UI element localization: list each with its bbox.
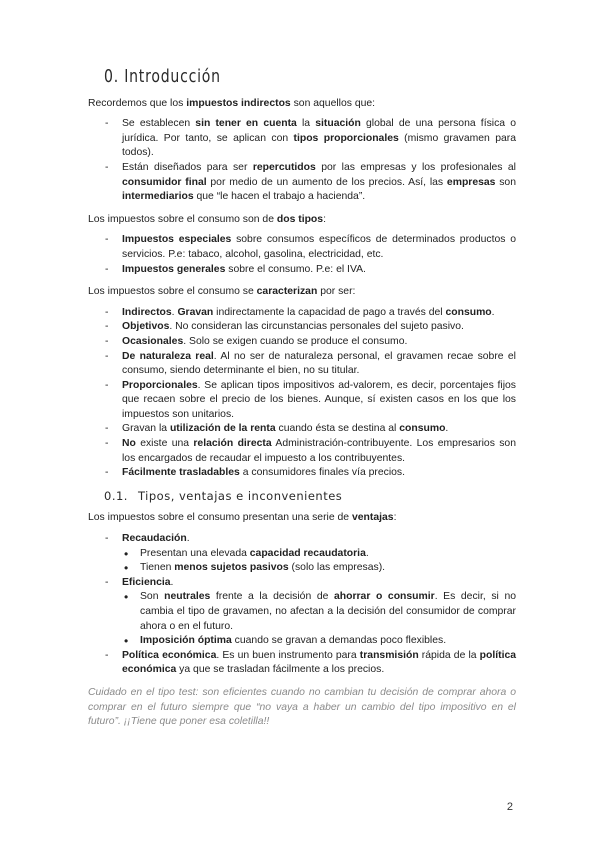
list-item: - Se establecen sin tener en cuenta la situación global de una persona física o jurídica. Por tanto, se aplican con tipos proporcionales (mismo gravamen para todos). (88, 117, 516, 161)
bold-text: repercutidos (252, 161, 316, 173)
bold-text: caracterizan (256, 286, 318, 298)
exam-note: Cuidado en el tipo test: son eficientes cuando no cambian tu decisión de comprar ahora o comprar en el futuro siempre que “no vaya a haber un cambio del tipo impositivo en el futuro”. ¡¡Tiene que poner esa coletilla!! (88, 686, 516, 728)
bold-text: Fácilmente trasladables (122, 467, 240, 479)
bold-text: neutrales (164, 591, 211, 603)
list-item: - Indirectos. Gravan indirectamente la capacidad de pago a través del consumo. (88, 306, 516, 321)
list-item: • Presentan una elevada capacidad recaudatoria. (122, 547, 516, 562)
list-item: • Tienen menos sujetos pasivos (solo las empresas). (122, 561, 516, 576)
bold-text: situación (315, 118, 361, 130)
bold-text: ahorrar o consumir (334, 591, 435, 603)
types-paragraph: Los impuestos sobre el consumo son de dos tipos: (88, 213, 326, 225)
list-item: - Gravan la utilización de la renta cuando ésta se destina al consumo. (88, 422, 516, 437)
bold-text: Proporcionales (122, 379, 198, 391)
features-paragraph: Los impuestos sobre el consumo se caracterizan por ser: (88, 286, 356, 298)
bold-text: Objetivos (122, 321, 170, 333)
page-number: 2 (506, 801, 513, 813)
bold-text: Indirectos (122, 306, 172, 318)
bold-text: sin tener en cuenta (195, 118, 297, 130)
bold-text: De naturaleza real (122, 350, 214, 362)
bold-text: consumo (445, 306, 492, 318)
bold-text: transmisión (359, 649, 419, 661)
section-heading (104, 489, 516, 504)
list-item: - De naturaleza real. Al no ser de naturaleza personal, el gravamen recae sobre el consumo, siendo determinante el bien, no su titular. (88, 350, 516, 379)
bold-text: política económica (122, 649, 517, 676)
list-item: - Fácilmente trasladables a consumidores finales vía precios. (88, 466, 516, 481)
list-item: - Están diseñados para ser repercutidos por las empresas y los profesionales al consumidor final por medio de un aumento de los precios. Así, las empresas son intermediarios que “le hacen el trabajo a hacienda”. (88, 161, 516, 205)
list-item: - Recaudación. • Presentan una elevada capacidad recaudatoria. • Tienen menos sujetos pasivos (solo las empresas). (88, 532, 516, 576)
bold-text: Imposición óptima (140, 635, 232, 647)
section-number: 0.1. (104, 488, 128, 503)
list-item: • Imposición óptima cuando se gravan a demandas poco flexibles. (122, 634, 516, 649)
list-item: - Proporcionales. Se aplican tipos impositivos ad-valorem, es decir, porcentajes fijos que recaen sobre el precio de los bienes. Aunque, sí existen casos en los que los impuestos son unitarios. (88, 379, 516, 423)
list-item: - Impuestos especiales sobre consumos específicos de determinados productos o servicios. P.e: tabaco, alcohol, gasolina, electricidad, etc. (88, 233, 516, 262)
list-item: - Ocasionales. Solo se exigen cuando se produce el consumo. (88, 335, 516, 350)
bold-text: utilización de la renta (169, 423, 276, 435)
bold-text: empresas (446, 176, 496, 188)
intro-list (88, 117, 516, 205)
bold-text: consumidor final (122, 176, 207, 188)
section-title: Tipos, ventajas e inconvenientes (138, 488, 343, 503)
bold-text: tipos proporcionales (293, 132, 399, 144)
list-item: - Objetivos. No consideran las circunstancias personales del sujeto pasivo. (88, 320, 516, 335)
group-heading: Recaudación (122, 533, 187, 545)
list-item: - Eficiencia. • Son neutrales frente a la decisión de ahorrar o consumir. Es decir, si no cambia el tipo de gravamen, no afectan a la decisión del consumidor de comprar ahora o en el futuro. • Imposición óptima cuando se gravan a demandas poco flexibles. (88, 576, 516, 649)
bold-text: Ocasionales (122, 335, 184, 347)
bold-text: Gravan (177, 306, 214, 318)
list-item: - Política económica. Es un buen instrumento para transmisión rápida de la política económica ya que se trasladan fácilmente a los precios. (88, 649, 516, 678)
bold-text: menos sujetos pasivos (174, 562, 289, 574)
document-page (88, 66, 517, 736)
bold-text: consumo (399, 423, 446, 435)
page-title: 0. Introducción (104, 66, 221, 87)
list-item: - No existe una relación directa Administración-contribuyente. Los empresarios son los encargados de recaudar el impuesto a los contribuyentes. (88, 437, 516, 466)
types-list (88, 233, 516, 277)
bold-text: relación directa (193, 438, 272, 450)
advantages-list (88, 532, 516, 678)
bold-text: Impuestos especiales (122, 234, 232, 246)
bold-text: intermediarios (122, 191, 194, 203)
advantages-paragraph: Los impuestos sobre el consumo presentan una serie de ventajas: (88, 512, 397, 524)
bold-text: No (122, 438, 136, 450)
bullet-list (122, 547, 516, 576)
bold-text: impuestos indirectos (186, 97, 291, 109)
group-heading: Eficiencia (122, 576, 171, 588)
bold-text: Impuestos generales (122, 263, 226, 275)
features-list (88, 306, 516, 481)
bullet-list (122, 590, 516, 648)
bold-text: capacidad recaudatoria (249, 547, 366, 559)
list-item: - Impuestos generales sobre el consumo. P.e: el IVA. (88, 263, 516, 278)
bold-text: dos tipos (276, 213, 324, 225)
intro-paragraph: Recordemos que los impuestos indirectos son aquellos que: (88, 97, 376, 109)
bold-text: Política económica (122, 649, 217, 661)
list-item: • Son neutrales frente a la decisión de ahorrar o consumir. Es decir, si no cambia el tipo de gravamen, no afectan a la decisión del consumidor de comprar ahora o en el futuro. (122, 590, 516, 634)
bold-text: ventajas (351, 512, 394, 524)
